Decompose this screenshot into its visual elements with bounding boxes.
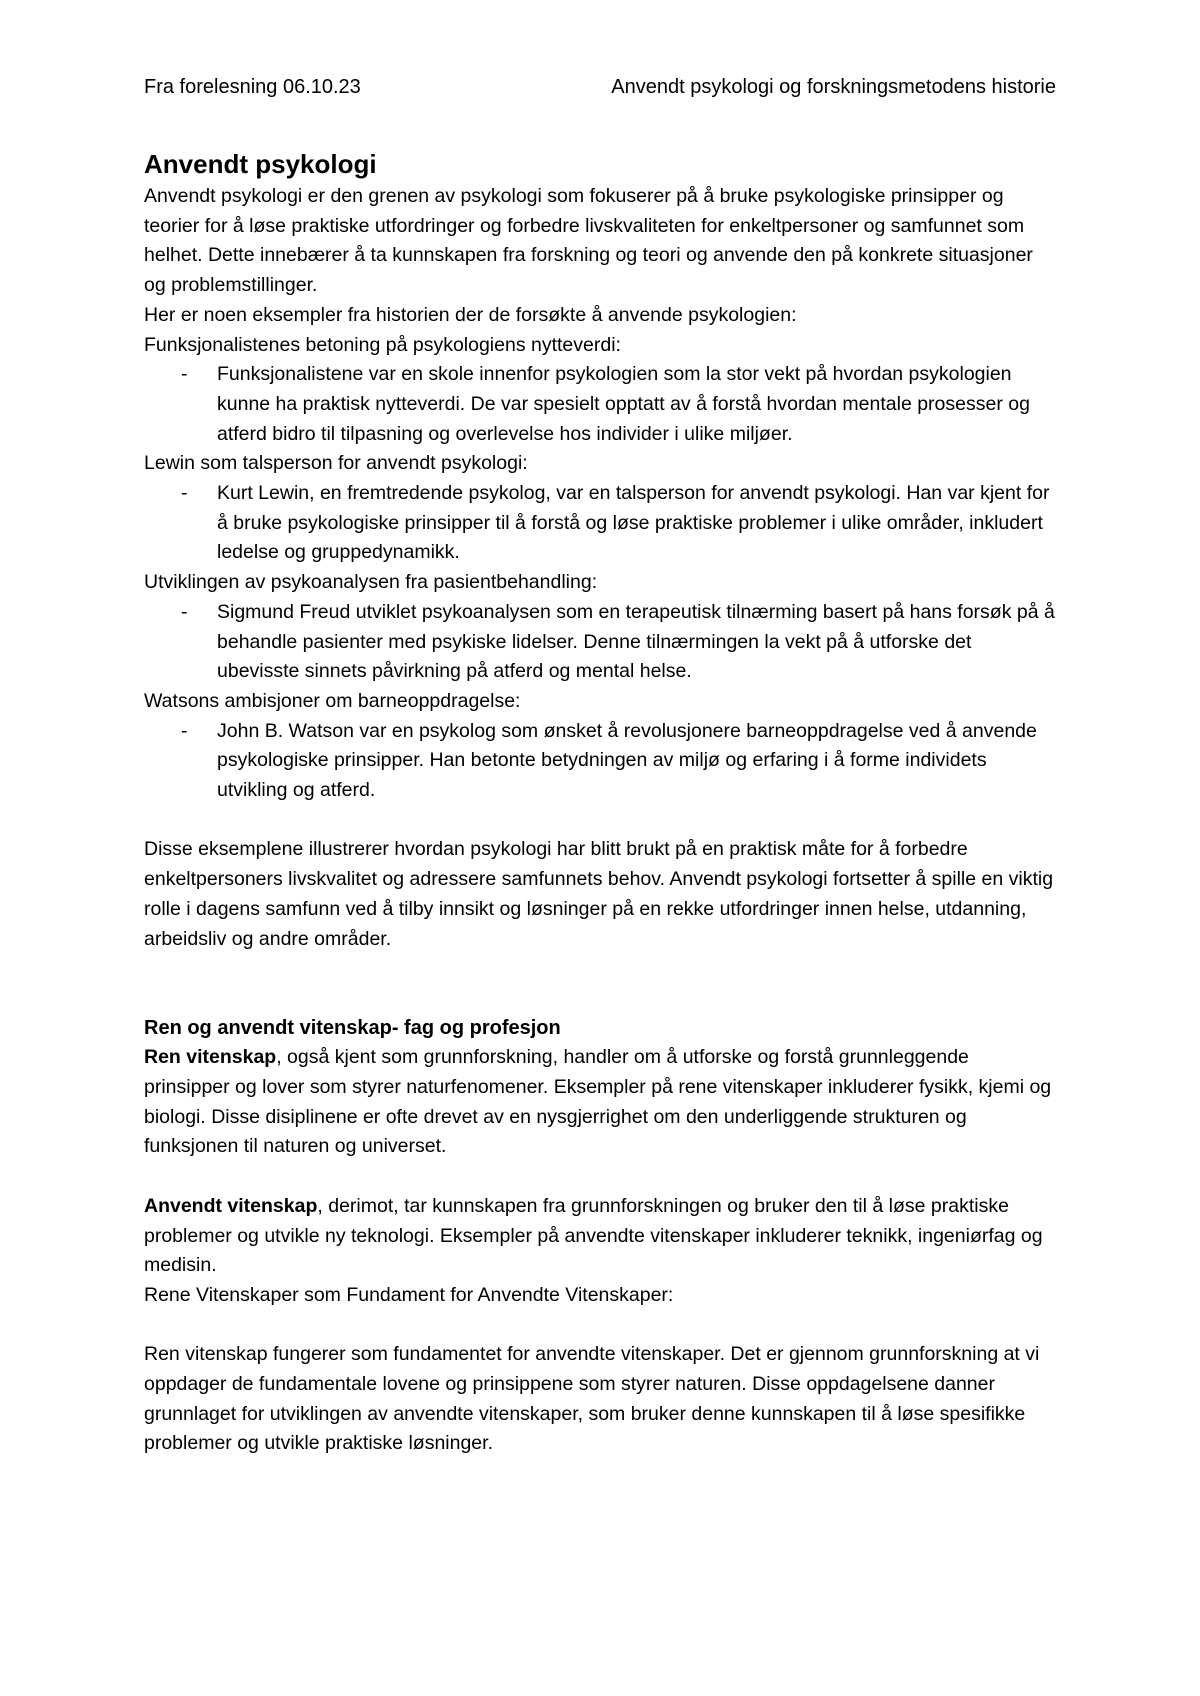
bullet-item bbox=[144, 717, 1056, 806]
header-lecture-date: Fra forelesning 06.10.23 bbox=[144, 76, 361, 98]
applied-science-paragraph bbox=[144, 1192, 1056, 1281]
spacer bbox=[144, 1162, 1056, 1192]
example-heading: Lewin som talsperson for anvendt psykologi: bbox=[144, 452, 528, 475]
document-body bbox=[144, 146, 1056, 1459]
bullet-item bbox=[144, 598, 1056, 687]
intro-paragraph: Anvendt psykologi er den grenen av psykologi som fokuserer på å bruke psykologiske prinsipper og teorier for å løse praktiske utfordringer og forbedre livskvaliteten for enkeltpersoner og samfunnet som helhet. Dette innebærer å ta kunnskapen fra forskning og teori og anvende den på konkrete situasjoner og problemstillinger. bbox=[144, 185, 1033, 297]
bullet-text: John B. Watson var en psykolog som ønsket å revolusjonere barneoppdragelse ved å anvende psykologiske prinsipper. Han betonte betydningen av miljø og erfaring i å forme individets utvikling og atferd. bbox=[217, 719, 1037, 802]
section-title-applied-psychology: Anvendt psykologi bbox=[144, 149, 377, 179]
bullet-dash: - bbox=[181, 482, 188, 505]
examples-lead: Her er noen eksempler fra historien der de forsøkte å anvende psykologien: bbox=[144, 303, 797, 326]
applied-science-text: , derimot, tar kunnskapen fra grunnforskningen og bruker den til å løse praktiske problemer og utvikle ny teknologi. Eksempler på anvendte vitenskaper inkluderer teknikk, ingeniørfag og medisin. bbox=[144, 1194, 1043, 1277]
bullet-text: Funksjonalistene var en skole innenfor psykologien som la stor vekt på hvordan psykologien kunne ha praktisk nytteverdi. De var spesielt opptatt av å forstå hvordan mentale prosesser og atferd bidro til tilpasning og overlevelse hos individer i ulike miljøer. bbox=[217, 363, 1030, 445]
section-title-pure-applied-science: Ren og anvendt vitenskap- fag og profesjon bbox=[144, 1016, 561, 1039]
bullet-dash: - bbox=[181, 363, 188, 386]
bullet-item bbox=[144, 360, 1056, 449]
foundation-heading: Rene Vitenskaper som Fundament for Anvendte Vitenskaper: bbox=[144, 1283, 674, 1306]
conclusion-paragraph: Disse eksemplene illustrerer hvordan psykologi har blitt brukt på en praktisk måte for å forbedre enkeltpersoners livskvalitet og adressere samfunnets behov. Anvendt psykologi fortsetter å spille en viktig rolle i dagens samfunn ved å tilby innsikt og løsninger på en rekke utfordringer innen helse, utdanning, arbeidsliv og andre områder. bbox=[144, 838, 1054, 950]
pure-science-paragraph bbox=[144, 1043, 1056, 1162]
pure-science-term: Ren vitenskap bbox=[144, 1046, 277, 1069]
applied-science-term: Anvendt vitenskap bbox=[144, 1194, 318, 1217]
example-heading: Watsons ambisjoner om barneoppdragelse: bbox=[144, 689, 521, 712]
bullet-dash: - bbox=[181, 600, 188, 623]
spacer bbox=[144, 806, 1056, 836]
header-course-title: Anvendt psykologi og forskningsmetodens historie bbox=[611, 76, 1056, 98]
spacer bbox=[144, 1311, 1056, 1341]
bullet-text: Kurt Lewin, en fremtredende psykolog, var en talsperson for anvendt psykologi. Han var kjent for å bruke psykologiske prinsipper til å forstå og løse praktiske problemer i ulike områder, inkludert ledelse og gruppedynamikk. bbox=[217, 482, 1050, 564]
pure-science-text: , også kjent som grunnforskning, handler om å utforske og forstå grunnleggende prinsipper og lover som styrer naturfenomener. Eksempler på rene vitenskaper inkluderer fysikk, kjemi og biologi. Disse disiplinene er ofte drevet av en nysgjerrighet om den underliggende strukturen og funksjonen til naturen og universet. bbox=[144, 1046, 1052, 1158]
bullet-dash: - bbox=[181, 719, 188, 742]
foundation-paragraph: Ren vitenskap fungerer som fundamentet for anvendte vitenskaper. Det er gjennom grunnforskning at vi oppdager de fundamentale lovene og prinsippene som styrer naturen. Disse oppdagelsene danner grunnlaget for utviklingen av anvendte vitenskaper, som bruker denne kunnskapen til å løse spesifikke problemer og utvikle praktiske løsninger. bbox=[144, 1343, 1040, 1455]
example-heading: Utviklingen av psykoanalysen fra pasientbehandling: bbox=[144, 571, 598, 594]
example-heading: Funksjonalistenes betoning på psykologiens nytteverdi: bbox=[144, 333, 621, 356]
bullet-text: Sigmund Freud utviklet psykoanalysen som en terapeutisk tilnærming basert på hans forsøk på å behandle pasienter med psykiske lidelser. Denne tilnærmingen la vekt på å utforske det ubevisste sinnets påvirkning på atferd og mental helse. bbox=[217, 600, 1055, 683]
spacer bbox=[144, 954, 1056, 1013]
page-header bbox=[144, 72, 1056, 102]
bullet-item bbox=[144, 479, 1056, 568]
